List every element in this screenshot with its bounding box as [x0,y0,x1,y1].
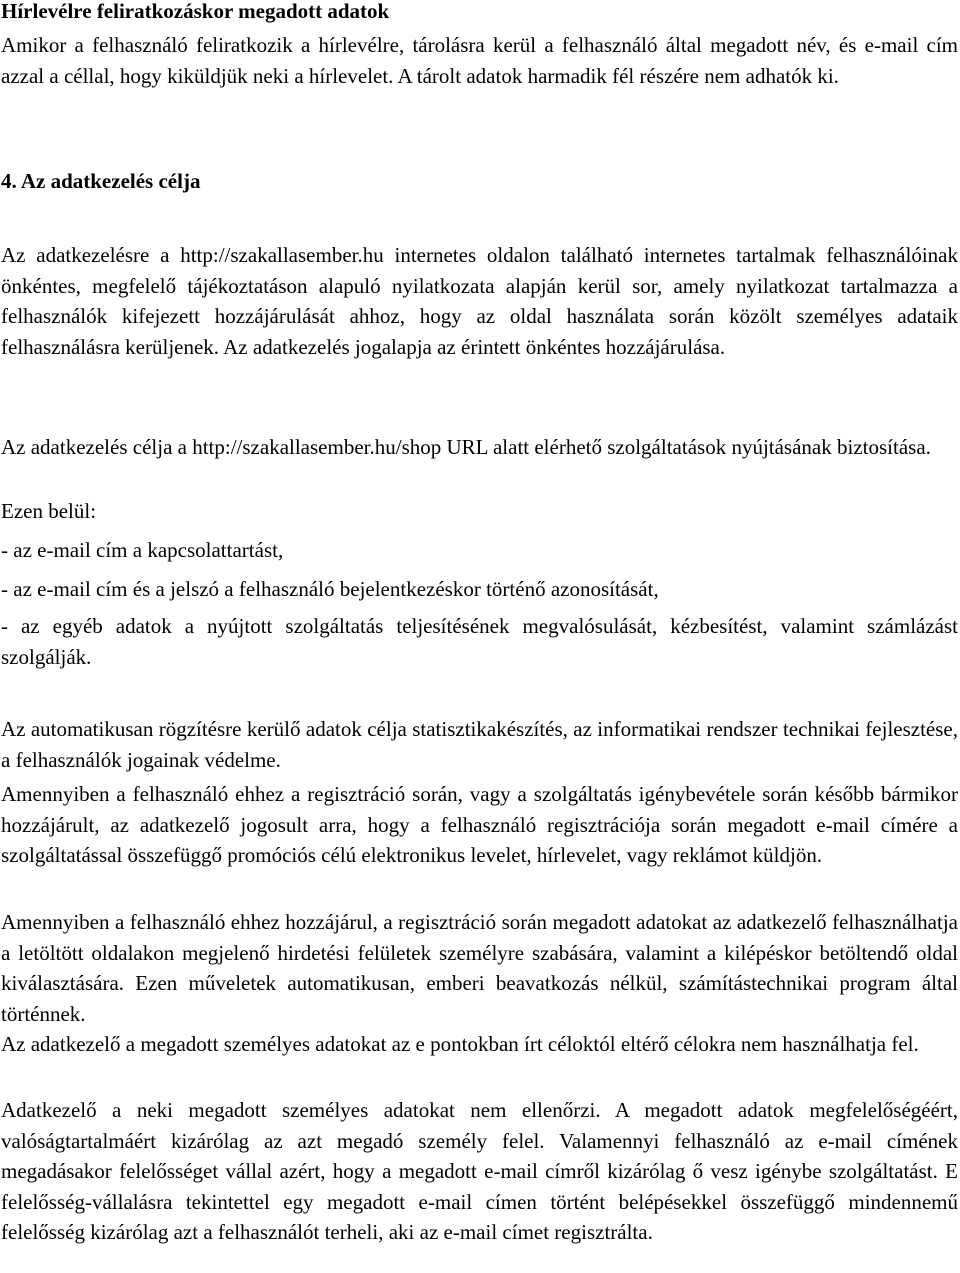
no-other-use-paragraph: Az adatkezelő a megadott személyes adatokat az e pontokban írt céloktól eltérő célokra nem használhatja fel. [1,1032,919,1056]
section-title: 4. Az adatkezelés célja [1,169,201,193]
promo-consent-paragraph: Amennyiben a felhasználó ehhez a regisztráció során, vagy a szolgáltatás igénybevétele során később bármikor hozzájárult, az adatkezelő jogosult arra, hogy a felhasználó regisztrációja során megadott e-mail címére a szolgáltatással összefüggő promóciós célú elektronikus levelet, hírlevelet, vagy reklámot küldjön. [1,782,958,867]
automatic-data-paragraph: Az automatikusan rögzítésre kerülő adatok célja statisztikakészítés, az informatikai rendszer technikai fejlesztése, a felhasználók jogainak védelme. [1,717,958,772]
not-verified-paragraph: Adatkezelő a neki megadott személyes adatokat nem ellenőrzi. A megadott adatok megfelelőségéért, valóságtartalmáért kizárólag az azt megadó személy felel. Valamennyi felhasználó az e-mail címének megadásakor felelősséget vállal azért, hogy a megadott e-mail címről kizárólag ő vesz igénybe szolgáltatást. E felelősség-vállalásra tekintettel egy megadott e-mail címen történt belépésekkel összefüggő mindennemű felelősség kizárólag azt a felhasználót terheli, aki az e-mail címet regisztrálta. [1,1098,958,1244]
list-item: - az e-mail cím a kapcsolattartást, [1,538,284,562]
within-label: Ezen belül: [1,499,97,523]
newsletter-heading: Hírlevélre feliratkozáskor megadott adatok [1,0,390,23]
purpose-paragraph: Az adatkezelés célja a http://szakallasember.hu/shop URL alatt elérhető szolgáltatások nyújtásának biztosítása. [1,435,931,459]
ads-consent-paragraph: Amennyiben a felhasználó ehhez hozzájárul, a regisztráció során megadott adatokat az adatkezelő felhasználhatja a letöltött oldalakon megjelenő hirdetési felületek személyre szabására, valamint a kilépéskor betöltendő oldal kiválasztására. Ezen műveletek automatikusan, emberi beavatkozás nélkül, számítástechnikai program által történnek. [1,910,958,1026]
intro-paragraph: Az adatkezelésre a http://szakallasember.hu internetes oldalon található internetes tartalmak felhasználóinak önkéntes, megfelelő tájékoztatáson alapuló nyilatkozata alapján kerül sor, amely nyilatkozat tartalmazza a felhasználók kifejezett hozzájárulását ahhoz, hogy az oldal használata során közölt személyes adataik felhasználásra kerüljenek. Az adatkezelés jogalapja az érintett önkéntes hozzájárulása. [1,243,958,359]
list-item: - az egyéb adatok a nyújtott szolgáltatás teljesítésének megvalósulását, kézbesítést, valamint számlázást szolgálják. [1,614,958,669]
list-item: - az e-mail cím és a jelszó a felhasználó bejelentkezéskor történő azonosítását, [1,577,659,601]
newsletter-paragraph: Amikor a felhasználó feliratkozik a hírlevélre, tárolásra kerül a felhasználó által megadott név, és e-mail cím azzal a céllal, hogy kiküldjük neki a hírlevelet. A tárolt adatok harmadik fél részére nem adhatók ki. [1,33,958,88]
